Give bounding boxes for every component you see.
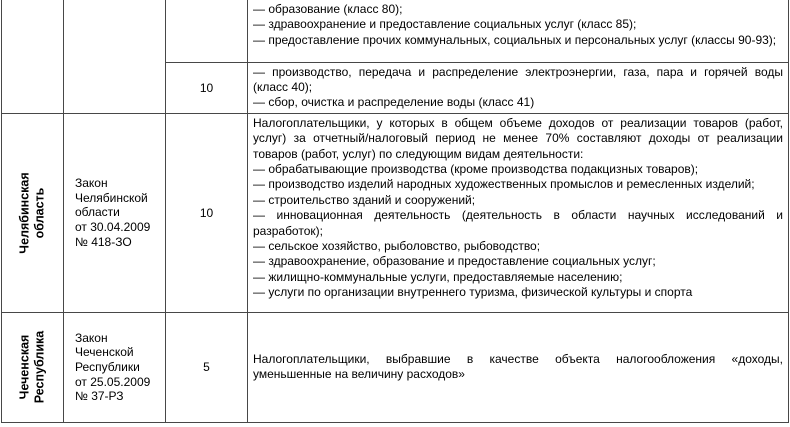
region-name-line: Республика	[32, 330, 47, 404]
law-cell-empty	[64, 0, 166, 113]
activity-line: — строительство зданий и сооружений;	[253, 192, 476, 207]
region-cell-chelyabinsk	[2, 113, 64, 312]
law-line: Чеченской	[75, 345, 134, 360]
region-cell-empty	[2, 0, 64, 113]
activities-cell	[248, 62, 789, 113]
table-row-chechen	[2, 312, 789, 422]
law-line: от 25.05.2009	[75, 374, 151, 389]
law-line: № 37-РЗ	[75, 389, 124, 404]
rate-cell-empty	[166, 0, 248, 62]
taxpayers-description-cell	[248, 113, 789, 312]
activity-line: — образование (класс 80);	[253, 2, 403, 16]
law-line: Челябинской	[75, 190, 148, 205]
activity-line: — здравоохранение, образование и предоставление социальных услуг;	[253, 254, 656, 269]
region-cell-chechen	[2, 312, 64, 422]
activity-line: — жилищно-коммунальные услуги, предоставляемые населению;	[253, 269, 623, 284]
activity-line: — предоставление прочих коммунальных, социальных и персональных услуг (классы 90-93);	[253, 32, 777, 47]
regional-tax-rates-table	[1, 0, 789, 423]
law-line: Закон	[75, 176, 108, 191]
activities-cell	[248, 0, 789, 62]
law-reference-chechen	[64, 312, 166, 422]
activity-line: — здравоохранение и предоставление социальных услуг (класс 85);	[253, 17, 637, 32]
taxpayers-description-cell	[248, 312, 789, 422]
table-row-chelyabinsk	[2, 113, 789, 312]
law-line: Республики	[75, 359, 140, 374]
activity-line: — сельское хозяйство, рыболовство, рыбоводство;	[253, 238, 541, 253]
activity-line: — сбор, очистка и распределение воды (класс 41)	[253, 95, 535, 110]
law-line: области	[75, 205, 120, 220]
activity-line: — услуги по организации внутреннего туризма, физической культуры и спорта	[253, 285, 693, 300]
activity-line: — инновационная деятельность (деятельность в области научных исследований и разработок);	[253, 208, 783, 238]
tax-rate-value: 5	[166, 312, 248, 422]
activity-line: — производство, передача и распределение электроэнергии, газа, пара и горячей воды (класс 40);	[253, 64, 783, 94]
table-row-continuation	[2, 0, 789, 62]
region-name-line: область	[32, 187, 47, 239]
rotated-region-label	[2, 114, 63, 311]
taxpayers-intro: Налогоплательщики, у которых в общем объеме доходов от реализации товаров (работ, услуг) за отчетный/налоговый период не менее 70% составляют доходы от реализации товаров (работ, услуг) по следующим видам деятельности:	[253, 115, 783, 161]
activity-line: — производство изделий народных художественных промыслов и ремесленных изделий;	[253, 177, 755, 192]
law-reference-chelyabinsk	[64, 113, 166, 312]
region-name-line: Челябинская	[17, 172, 32, 254]
law-line: № 418-ЗО	[75, 234, 132, 249]
taxpayers-description: Налогоплательщики, выбравшие в качестве объекта налогообложения «доходы, уменьшенные на величину расходов»	[253, 351, 783, 382]
activity-line: — обрабатывающие производства (кроме производства подакцизных товаров);	[253, 161, 699, 176]
law-line: Закон	[75, 330, 108, 345]
law-line: от 30.04.2009	[75, 220, 151, 235]
tax-rate-value: 10	[166, 113, 248, 312]
rotated-region-label	[2, 313, 63, 421]
region-name-line: Чеченская	[17, 334, 32, 400]
tax-rate-value: 10	[166, 62, 248, 113]
